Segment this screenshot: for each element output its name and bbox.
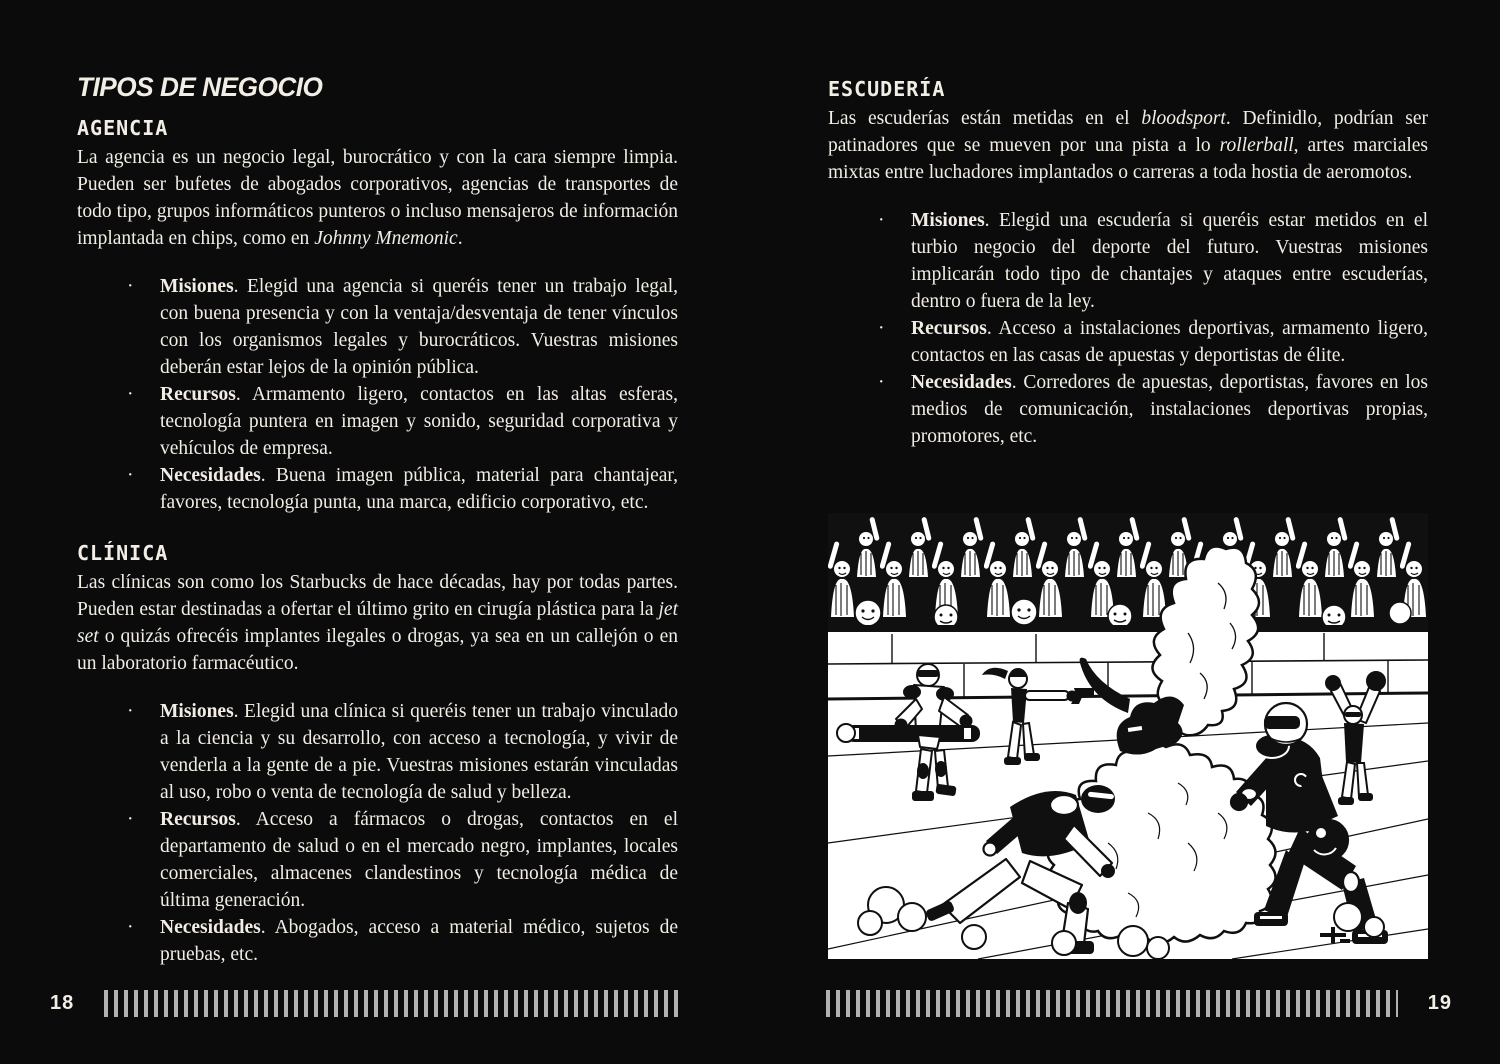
bullet-marker: · — [878, 210, 885, 231]
page-right — [750, 0, 1500, 1064]
list-item — [127, 806, 678, 914]
bullet-text: Necesidades. Abogados, acceso a material médico, sujetos de pruebas, etc. — [160, 917, 678, 965]
bullet-marker: · — [878, 318, 885, 339]
bullet-marker: · — [127, 701, 134, 722]
list-item — [878, 315, 1428, 369]
bullet-list — [878, 207, 1428, 450]
bullet-text: Recursos. Armamento ligero, contactos en las altas esferas, tecnología puntera en imagen y sonido, seguridad corporativa y vehículos de empresa. — [160, 384, 678, 459]
bullet-text: Recursos. Acceso a instalaciones deportivas, armamento ligero, contactos en las casas de apuestas y deportistas de élite. — [911, 318, 1428, 366]
list-item — [127, 462, 678, 516]
bullet-text: Necesidades. Buena imagen pública, material para chantajear, favores, tecnología punta, una marca, edificio corporativo, etc. — [160, 465, 678, 513]
section-clinica — [77, 542, 678, 968]
section-escuderia — [828, 78, 1428, 450]
bullet-marker: · — [127, 917, 134, 938]
section-intro: La agencia es un negocio legal, burocrático y con la cara siempre limpia. Pueden ser bufetes de abogados corporativos, agencias de transportes de todo tipo, grupos informáticos punteros o incluso mensajeros de información implantada en chips, como en Johnny Mnemonic. — [77, 147, 678, 249]
bullet-text: Recursos. Acceso a fármacos o drogas, contactos en el departamento de salud o en el mercado negro, implantes, locales comerciales, almacenes clandestinos y tecnología médica de última generación. — [160, 809, 678, 911]
section-heading-clinica: CLÍNICA — [77, 541, 169, 565]
bullet-list — [127, 273, 678, 516]
list-item — [878, 369, 1428, 450]
crowd-band — [828, 513, 1428, 632]
page-number: 19 — [1427, 992, 1452, 1014]
bullet-marker: · — [127, 276, 134, 297]
page-footer — [50, 990, 684, 1017]
footer-stripes — [826, 990, 1398, 1017]
list-item — [127, 698, 678, 806]
page-footer — [826, 990, 1452, 1017]
section-intro: Las escuderías están metidas en el bloodsport. Definidlo, podrían ser patinadores que se mueven por una pista a lo rollerball, artes marciales mixtas entre luchadores implantados o carreras a toda hostia de aeromotos. — [828, 108, 1429, 183]
bullet-marker: · — [127, 384, 134, 405]
arena-illustration — [828, 513, 1428, 959]
section-heading-escuderia: ESCUDERÍA — [828, 77, 946, 101]
bullet-marker: · — [127, 465, 134, 486]
section-heading-agencia: AGENCIA — [77, 116, 169, 140]
bullet-text: Misiones. Elegid una escudería si queréis estar metidos en el turbio negocio del deporte del futuro. Vuestras misiones implicarán todo tipo de chantajes y ataques entre escuderías, dentro o fuera de la ley. — [911, 210, 1428, 312]
section-agencia — [77, 117, 678, 516]
bullet-text: Misiones. Elegid una agencia si queréis tener un trabajo legal, con buena presencia y con la ventaja/desventaja de tener vínculos con los organismos legales y burocráticos. Vuestras misiones deberán estar lejos de la opinión pública. — [160, 276, 678, 378]
bullet-marker: · — [878, 372, 885, 393]
list-item — [127, 381, 678, 462]
bullet-text: Necesidades. Corredores de apuestas, deportistas, favores en los medios de comunicación, instalaciones deportivas propias, promotores, etc. — [911, 372, 1428, 447]
page-title: TIPOS DE NEGOCIO — [77, 72, 323, 102]
bullet-text: Misiones. Elegid una clínica si queréis tener un trabajo vinculado a la ciencia y su desarrollo, con acceso a tecnología, y vivir de venderla a la gente de a pie. Vuestras misiones estarán vinculadas al uso, robo o venta de tecnología de salud y belleza. — [160, 701, 678, 803]
bullet-list — [127, 698, 678, 968]
bullet-marker: · — [127, 809, 134, 830]
list-item — [127, 273, 678, 381]
footer-stripes — [104, 990, 684, 1017]
section-intro: Las clínicas son como los Starbucks de hace décadas, hay por todas partes. Pueden estar destinadas a ofertar el último grito en cirugía plástica para la jet set o quizás ofrecéis implantes ilegales o drogas, ya sea en un callejón o en un laboratorio farmacéutico. — [77, 572, 678, 674]
list-item — [878, 207, 1428, 315]
page-number: 18 — [50, 992, 75, 1014]
list-item — [127, 914, 678, 968]
